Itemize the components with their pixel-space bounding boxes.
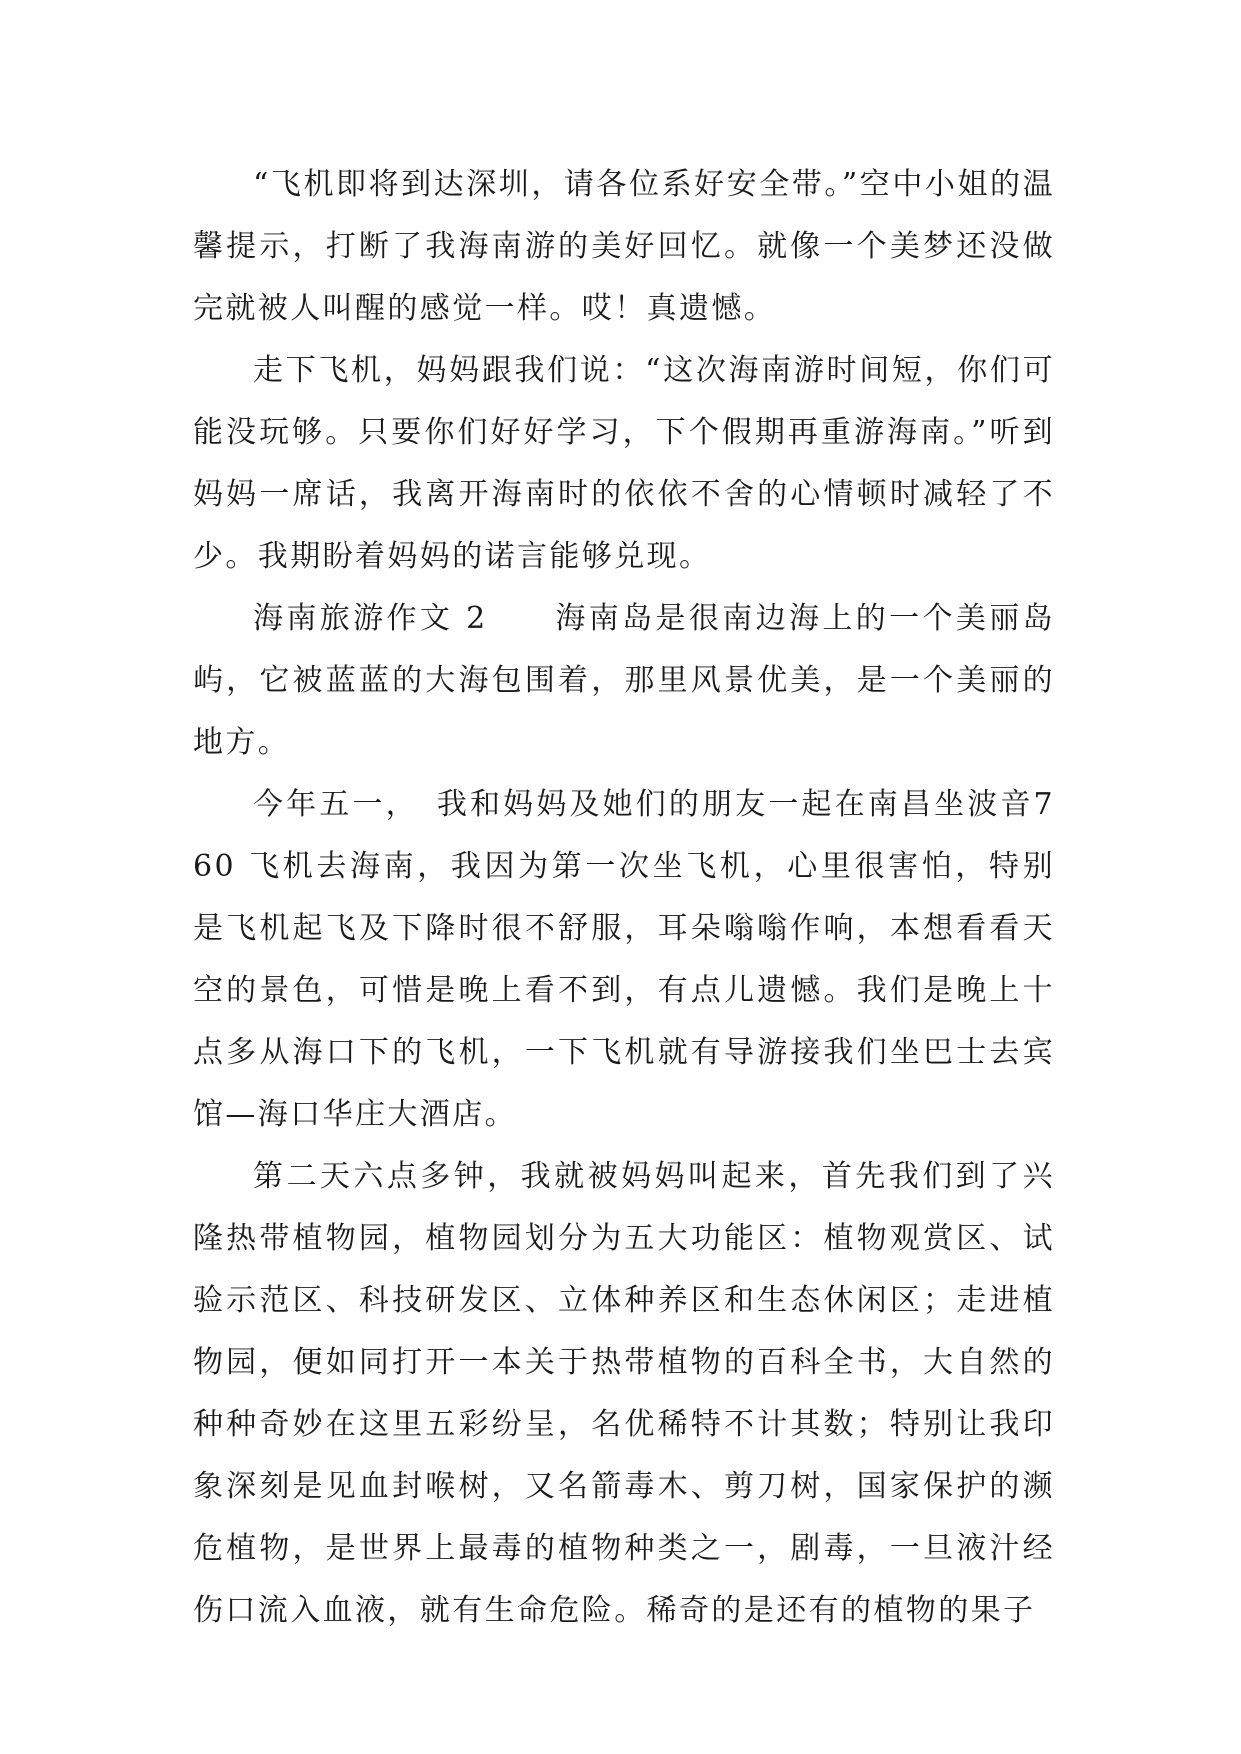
- paragraph-botanical-garden: 第二天六点多钟，我就被妈妈叫起来，首先我们到了兴隆热带植物园，植物园划分为五大功能区：植物观赏区、试验示范区、科技研发区、立体种养区和生态休闲区；走进植物园，便如同打开一本关于热带植物的百科全书，大自然的种种奇妙在这里五彩纷呈，名优稀特不计其数；特别让我印象深刻是见血封喉树，又名箭毒木、剪刀树，国家保护的濒危植物，是世界上最毒的植物种类之一，剧毒，一旦液汁经伤口流入血液，就有生命危险。稀奇的是还有的植物的果子: [193, 1159, 1055, 1628]
- paragraph-essay-2-intro: 海南旅游作文 2 海南岛是很南边海上的一个美丽岛屿，它被蓝蓝的大海包围着，那里风景优美，是一个美丽的地方。: [193, 601, 1055, 760]
- paragraph-flight-to-hainan: 今年五一， 我和妈妈及她们的朋友一起在南昌坐波音760 飞机去海南，我因为第一次坐飞机，心里很害怕，特别是飞机起飞及下降时很不舒服，耳朵嗡嗡作响，本想看看天空的景色，可惜是晚上看不到，有点儿遗憾。我们是晚上十点多从海口下的飞机，一下飞机就有导游接我们坐巴士去宾馆—海口华庄大酒店。: [193, 787, 1055, 1132]
- paragraph-mother-promise: 走下飞机，妈妈跟我们说：“这次海南游时间短，你们可能没玩够。只要你们好好学习，下个假期再重游海南。”听到妈妈一席话，我离开海南时的依依不舍的心情顿时减轻了不少。我期盼着妈妈的诺言能够兑现。: [193, 353, 1055, 574]
- document-body: [193, 154, 1055, 1642]
- paragraph-arrival-shenzhen: “飞机即将到达深圳，请各位系好安全带。”空中小姐的温馨提示，打断了我海南游的美好回忆。就像一个美梦还没做完就被人叫醒的感觉一样。哎！真遗憾。: [193, 167, 1055, 326]
